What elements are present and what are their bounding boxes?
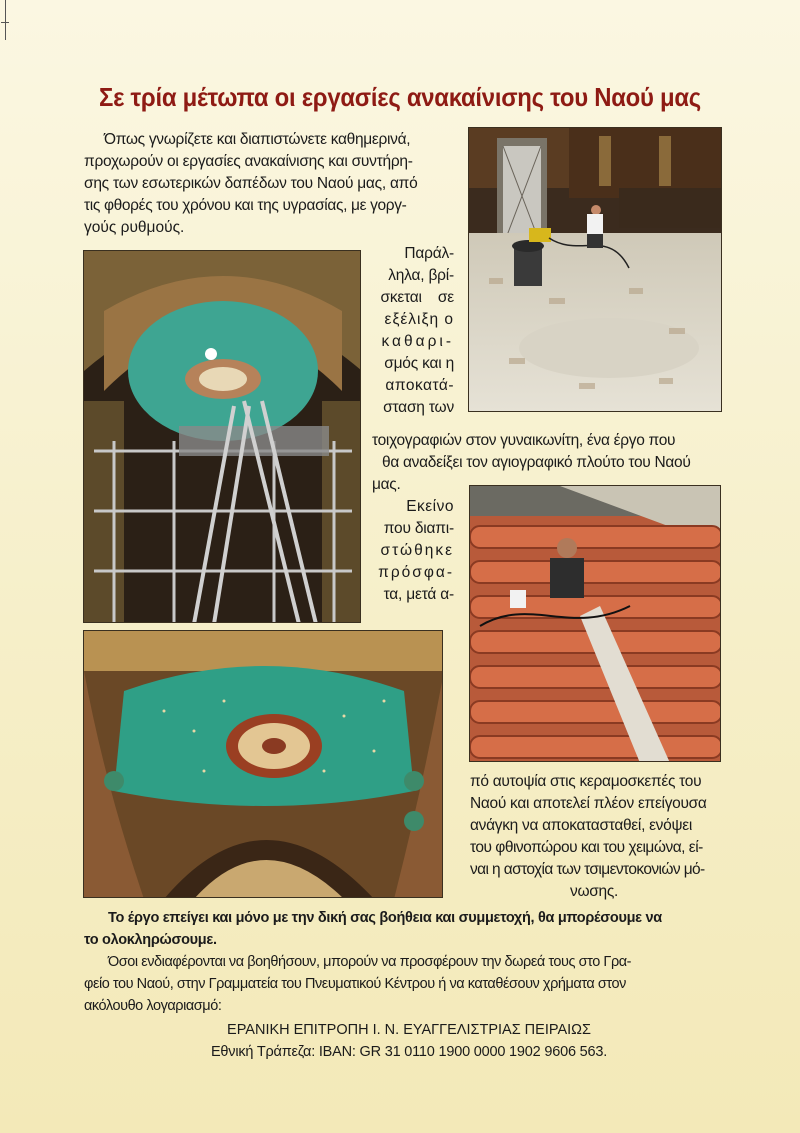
bold-statement — [84, 907, 734, 951]
text-line: σκεται σε — [380, 289, 454, 306]
text-line: ανάγκη να αποκατασταθεί, ενόψει — [470, 817, 692, 834]
text-line: Εκείνο — [406, 498, 454, 515]
page-title: Σε τρία μέτωπα οι εργασίες ανακαίνισης του Ναού μας — [99, 82, 701, 112]
photo-roof-tiles — [469, 485, 721, 762]
text-line: Παράλ- — [404, 245, 454, 262]
text-line: που διαπι- — [383, 520, 454, 537]
text-line: θα αναδείξει τον αγιογραφικό πλούτο του Ναού — [382, 454, 691, 471]
text-line: τα, μετά α- — [383, 586, 454, 603]
text-line: ληλα, βρί- — [388, 267, 454, 284]
text-line: ναι η αστοχία των τσιμεντοκονιών μό- — [470, 861, 705, 878]
text-line: τις φθορές του χρόνου και της υγρασίας, με γοργ- — [84, 197, 407, 214]
narrow-column-1 — [366, 243, 454, 419]
text-line: Το έργο επείγει και μόνο με την δική σας βοήθεια και συμμετοχή, θα μπορέσουμε να — [108, 910, 662, 926]
text-line: το ολοκληρώσουμε. — [84, 932, 217, 948]
text-line: Όσοι ενδιαφέρονται να βοηθήσουν, μπορούν να προσφέρουν την δωρεά τους στο Γρα- — [108, 954, 632, 970]
text-line: σης των εσωτερικών δαπέδων του Ναού μας, από — [84, 175, 418, 192]
text-line: τοιχογραφιών στον γυναικωνίτη, ένα έργο που — [372, 432, 676, 449]
intro-paragraph — [84, 129, 456, 239]
text-line: καθαρι- — [381, 333, 454, 350]
text-line: εξέλιξη ο — [384, 311, 454, 328]
photo-scaffolding — [83, 250, 361, 623]
account-iban: Εθνική Τράπεζα: IBAN: GR 31 0110 1900 0000 1902 9606 563. — [210, 1044, 608, 1060]
text-line: στώθηκε — [380, 542, 454, 559]
text-line: γούς ρυθμούς. — [84, 219, 185, 236]
text-line: Όπως γνωρίζετε και διαπιστώνετε καθημερινά, — [104, 131, 411, 148]
photo-painted-ceiling — [83, 630, 443, 898]
text-line: νωσης. — [570, 883, 619, 900]
crop-mark — [0, 0, 6, 40]
text-line: ακόλουθο λογαριασμό: — [84, 998, 222, 1014]
text-line: μας. — [372, 476, 401, 493]
text-line: αποκατά- — [385, 377, 454, 394]
account-name: ΕΡΑΝΙΚΗ ΕΠΙΤΡΟΠΗ Ι. Ν. ΕΥΑΓΓΕΛΙΣΤΡΙΑΣ ΠΕΙΡΑΙΩΣ — [227, 1022, 591, 1038]
text-line: Ναού και αποτελεί πλέον επείγουσα — [470, 795, 707, 812]
text-line: του φθινοπώρου και του χειμώνα, εί- — [470, 839, 703, 856]
photo-floor-renovation — [468, 127, 722, 412]
text-line: φείο του Ναού, στην Γραμματεία του Πνευματικού Κέντρου ή να καταθέσουν χρήματα στον — [84, 976, 626, 992]
text-line: σμός και η — [384, 355, 454, 372]
narrow-column-2 — [366, 496, 454, 606]
text-line: πρόσφα- — [378, 564, 454, 581]
text-line: προχωρούν οι εργασίες ανακαίνισης και συντήρη- — [84, 153, 413, 170]
donation-paragraph — [84, 951, 734, 1017]
text-line: σταση των — [383, 399, 454, 416]
crop-mark-dash — [1, 22, 9, 23]
text-line: πό αυτοψία στις κεραμοσκεπές του — [470, 773, 702, 790]
right-paragraph — [470, 771, 725, 903]
